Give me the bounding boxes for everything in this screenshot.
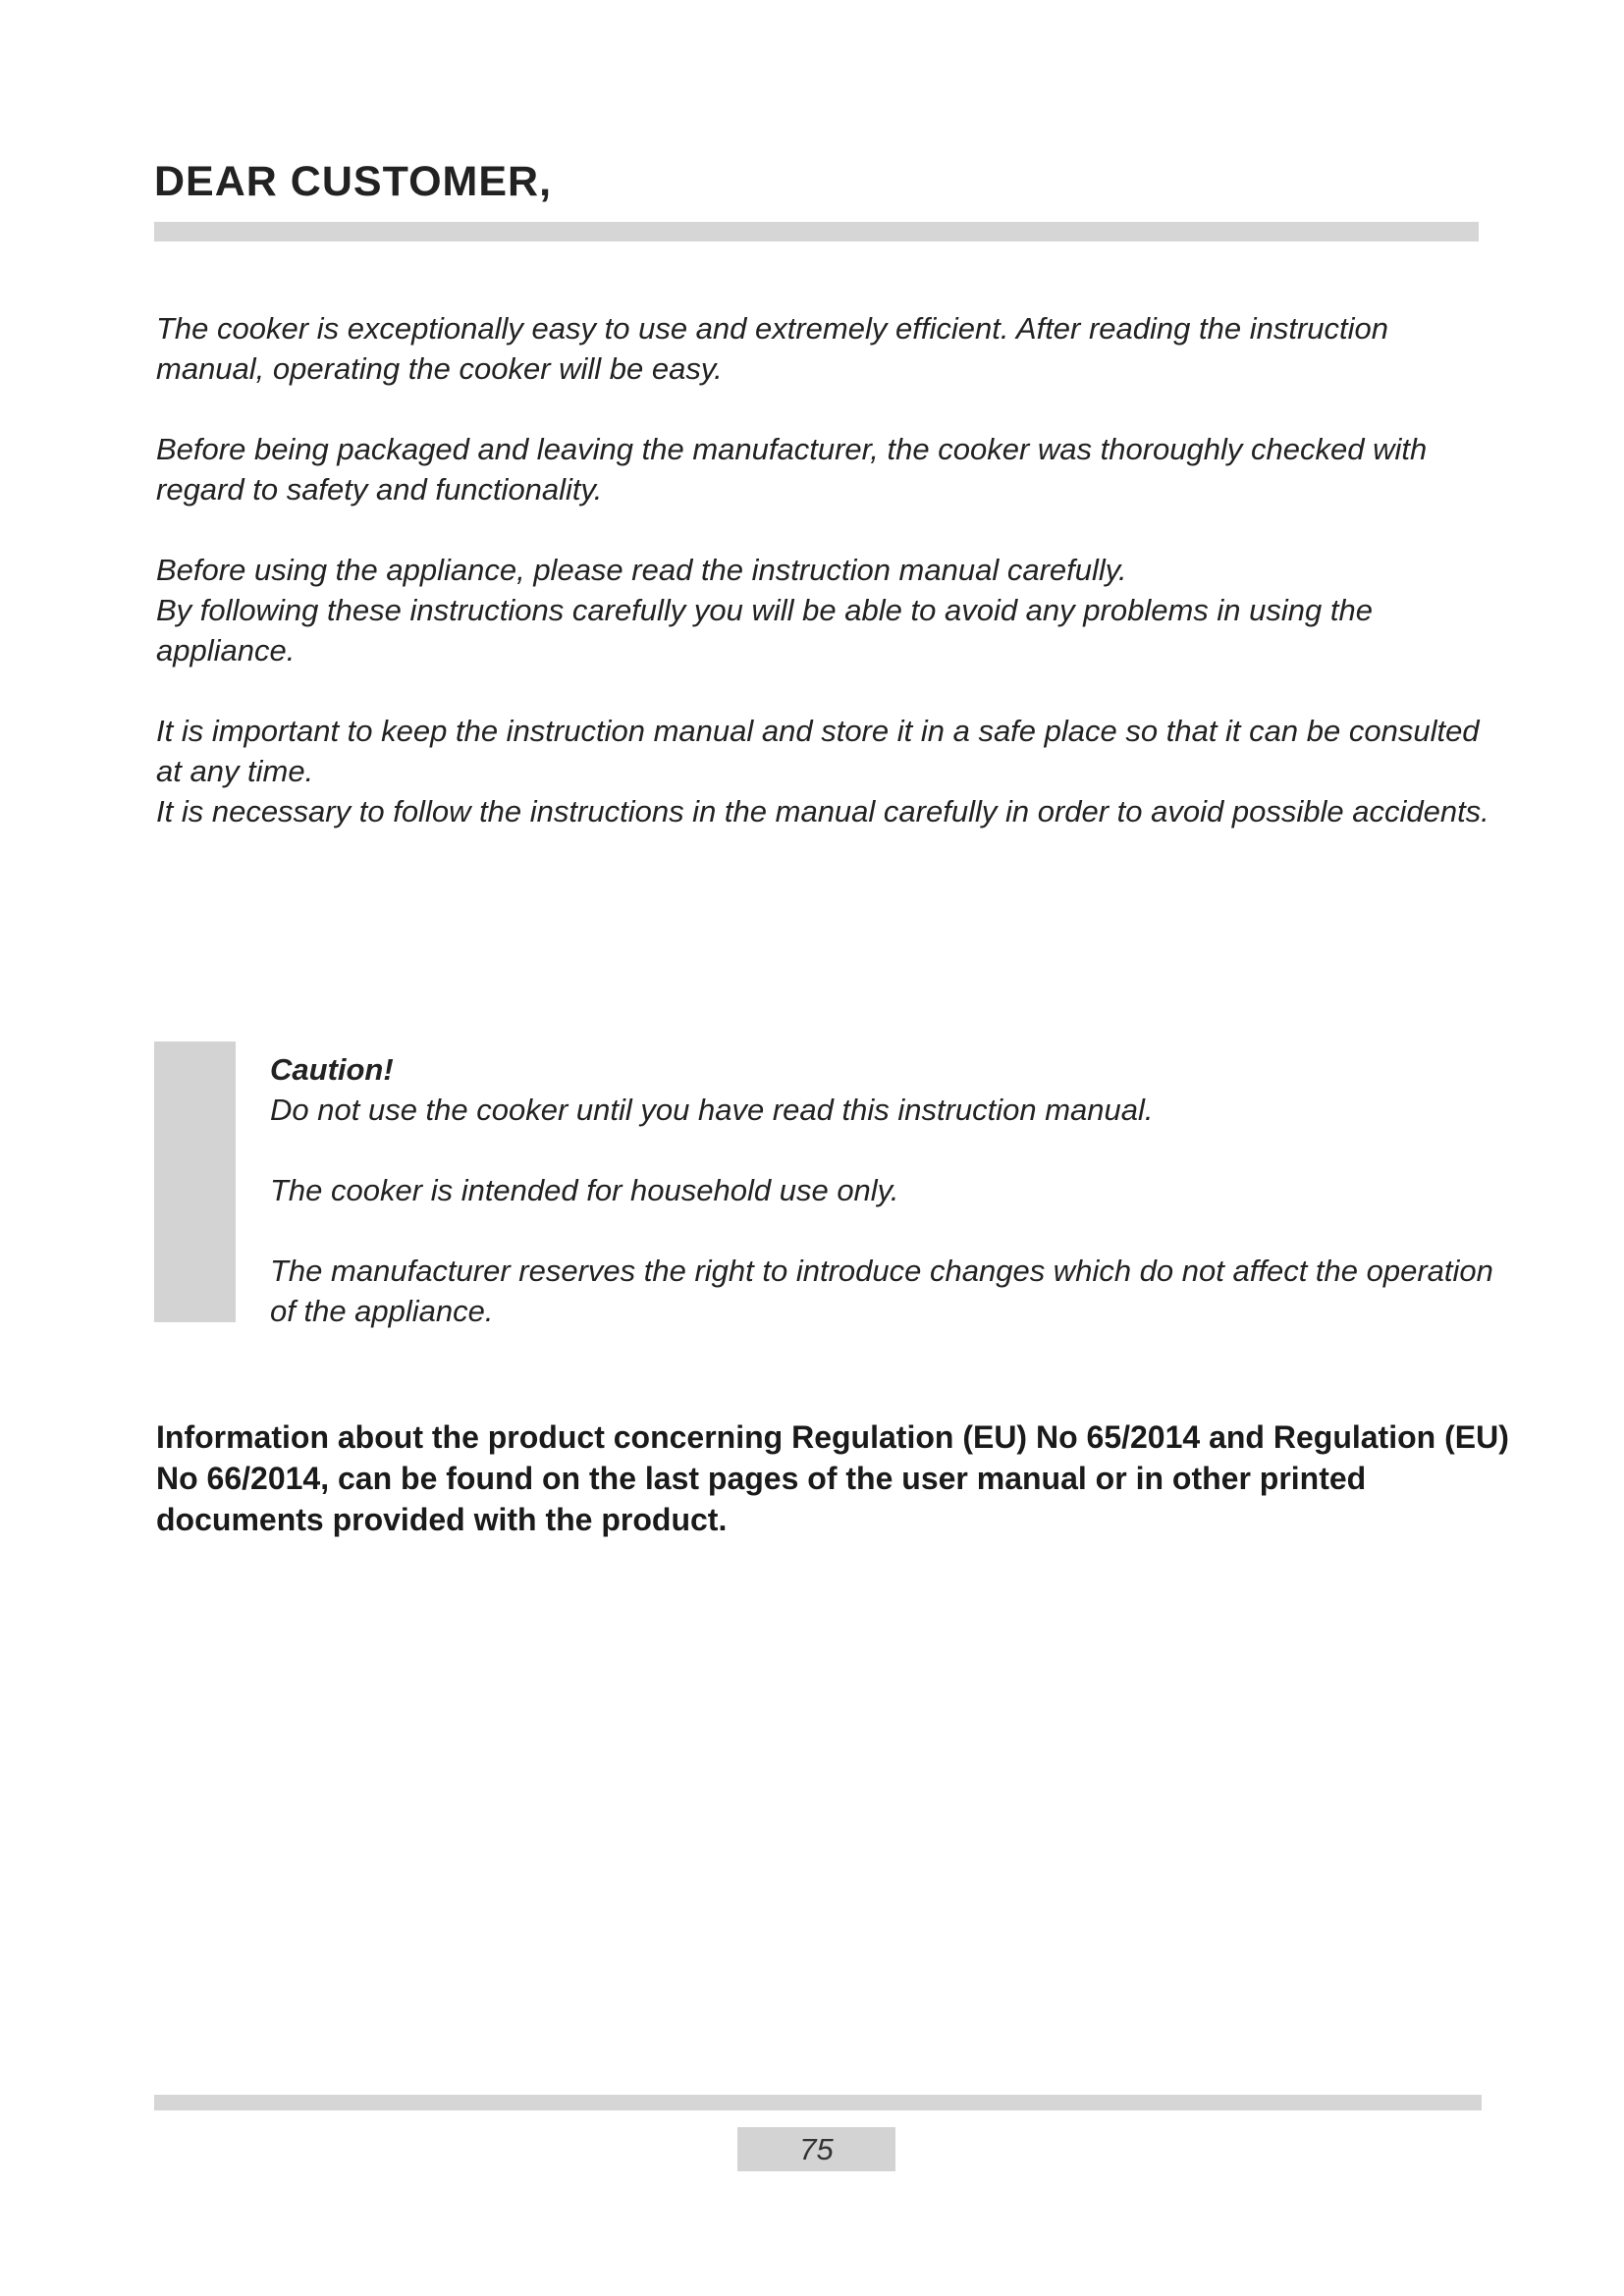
caution-title: Caution! xyxy=(270,1052,394,1087)
title-divider xyxy=(154,222,1479,241)
intro-section xyxy=(156,308,1493,831)
caution-box xyxy=(154,1041,1509,1328)
intro-paragraph-keep-manual: It is important to keep the instruction manual and store it in a safe place so that it can be consulted at any time. xyxy=(156,714,1480,788)
caution-line-household-use: The cooker is intended for household use only. xyxy=(270,1173,899,1207)
page-number-box xyxy=(737,2127,895,2171)
footer-divider xyxy=(154,2095,1482,2110)
intro-paragraph-avoid-accidents: It is necessary to follow the instructions in the manual carefully in order to avoid possible accidents. xyxy=(156,794,1489,828)
intro-paragraph-quality-check: Before being packaged and leaving the manufacturer, the cooker was thoroughly checked with regard to safety and functionality. xyxy=(156,432,1428,507)
page-title: DEAR CUSTOMER, xyxy=(154,158,553,205)
caution-content xyxy=(270,1049,1497,1331)
regulation-info: Information about the product concerning Regulation (EU) No 65/2014 and Regulation (EU) No 66/2014, can be found on the last pages of the user manual or in other printed documents provided with the product. xyxy=(156,1419,1509,1537)
caution-line-changes: The manufacturer reserves the right to introduce changes which do not affect the operation of the appliance. xyxy=(270,1254,1493,1328)
intro-paragraph-read-manual: Before using the appliance, please read the instruction manual carefully. xyxy=(156,553,1127,587)
page-number: 75 xyxy=(799,2131,834,2166)
intro-paragraph-ease-of-use: The cooker is exceptionally easy to use and extremely efficient. After reading the instruction manual, operating the cooker will be easy. xyxy=(156,311,1389,386)
caution-line-read-manual: Do not use the cooker until you have read this instruction manual. xyxy=(270,1093,1154,1127)
caution-marker-bar xyxy=(154,1041,236,1322)
intro-paragraph-avoid-problems: By following these instructions carefully you will be able to avoid any problems in using the appliance. xyxy=(156,593,1373,667)
